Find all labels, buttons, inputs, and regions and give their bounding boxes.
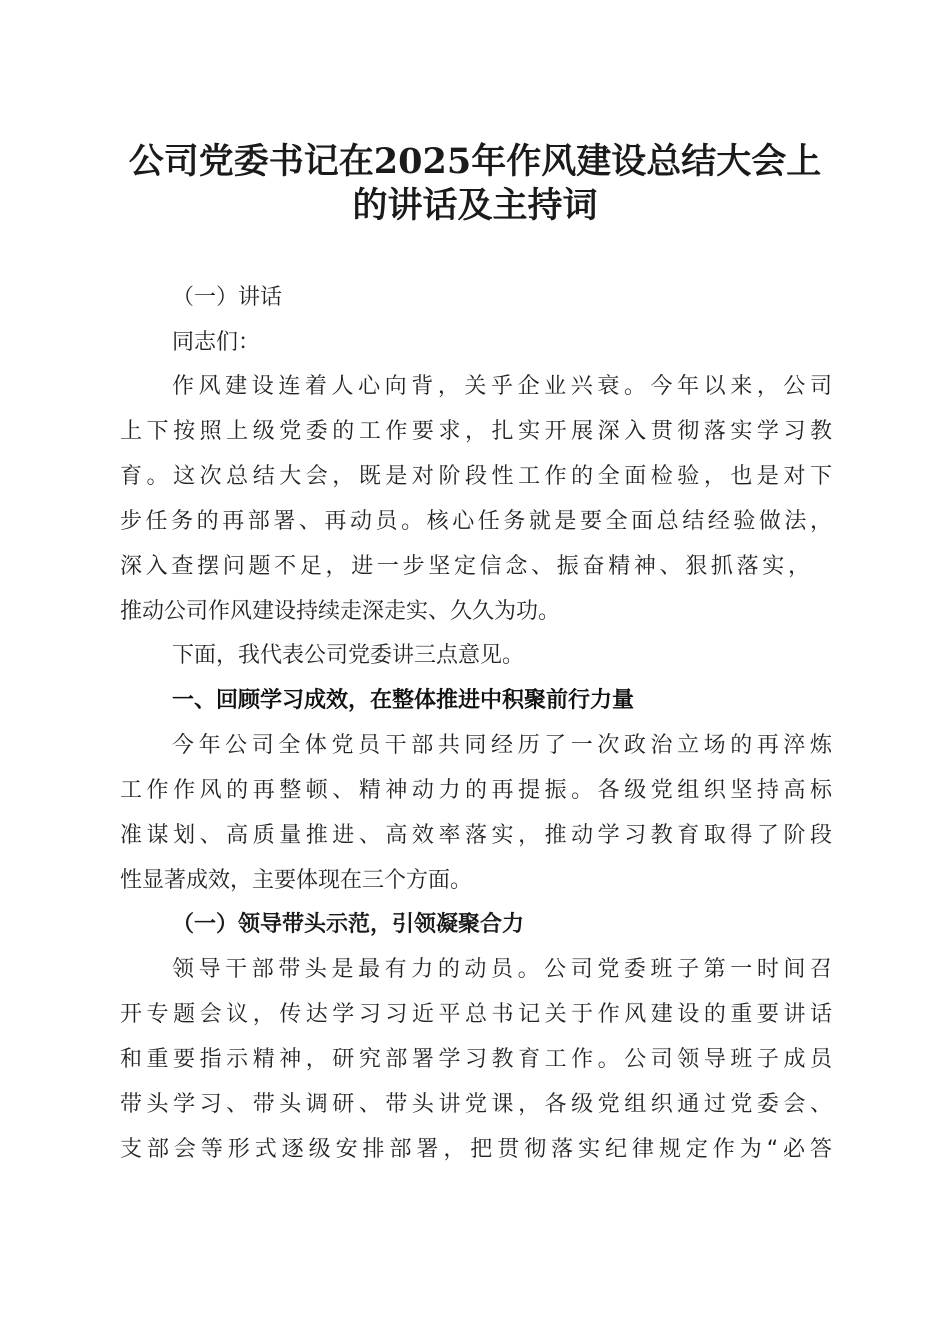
subsection-heading-1: （一）领导带头示范，引领凝聚合力 — [172, 912, 525, 937]
paragraph-line: 工作作风的再整顿、精神动力的再提振。各级党组织坚持高标 — [120, 778, 832, 803]
paragraph-line: 和重要指示精神，研究部署学习教育工作。公司领导班子成员 — [120, 1047, 832, 1072]
section-label-speech: （一）讲话 — [172, 285, 283, 310]
paragraph-line: 下面，我代表公司党委讲三点意见。 — [172, 643, 525, 668]
paragraph-line: 今年公司全体党员干部共同经历了一次政治立场的再淬炼 — [172, 733, 832, 758]
paragraph-line: 推动公司作风建设持续走深走实、久久为功。 — [120, 599, 561, 624]
paragraph-line: 开专题会议，传达学习习近平总书记关于作风建设的重要讲话 — [120, 1002, 832, 1027]
paragraph-line: 深入查摆问题不足，进一步坚定信念、振奋精神、狠抓落实， — [120, 554, 810, 579]
paragraph-line: 上下按照上级党委的工作要求，扎实开展深入贯彻落实学习教 — [120, 419, 832, 444]
document-title-line-1: 公司党委书记在2025年作风建设总结大会上 — [128, 141, 822, 182]
greeting: 同志们： — [172, 330, 261, 355]
document-title-line-2: 的讲话及主持词 — [352, 185, 598, 226]
paragraph-line: 领导干部带头是最有力的动员。公司党委班子第一时间召 — [172, 957, 832, 982]
paragraph-line: 性显著成效，主要体现在三个方面。 — [120, 868, 473, 893]
section-heading-1: 一、回顾学习成效，在整体推进中积聚前行力量 — [172, 688, 635, 713]
paragraph-line: 支部会等形式逐级安排部署，把贯彻落实纪律规定作为“必答 — [120, 1137, 832, 1162]
paragraph-line: 育。这次总结大会，既是对阶段性工作的全面检验，也是对下 — [120, 464, 832, 489]
paragraph-line: 作风建设连着人心向背，关乎企业兴衰。今年以来，公司 — [172, 374, 832, 399]
paragraph-line: 带头学习、带头调研、带头讲党课，各级党组织通过党委会、 — [120, 1092, 832, 1117]
paragraph-line: 准谋划、高质量推进、高效率落实，推动学习教育取得了阶段 — [120, 823, 832, 848]
paragraph-line: 步任务的再部署、再动员。核心任务就是要全面总结经验做法， — [120, 509, 832, 534]
